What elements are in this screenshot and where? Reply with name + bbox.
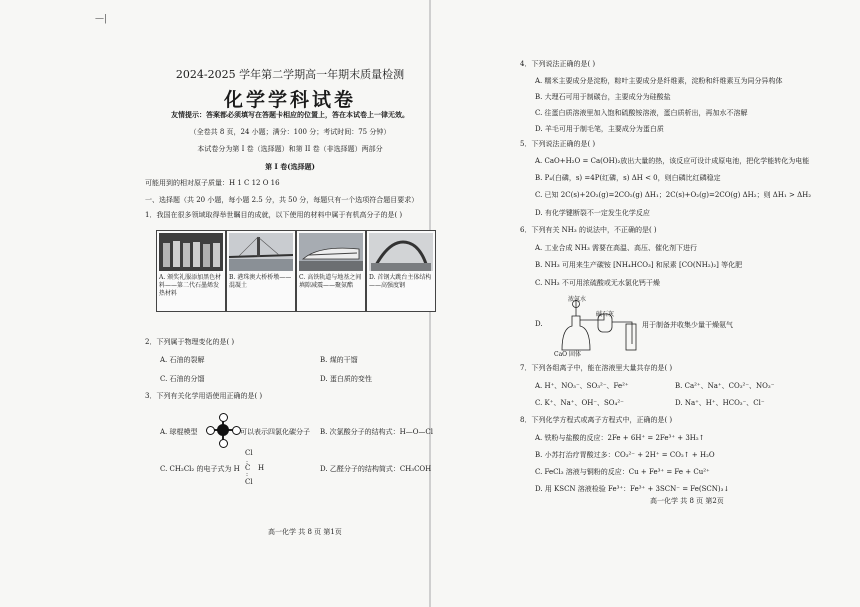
q8-option-b: B. 小苏打治疗胃酸过多：CO₃²⁻ + 2H⁺ = CO₂↑ + H₂O: [535, 451, 715, 459]
subject-title: 化学学科试卷: [223, 89, 356, 111]
q7-option-d: D. Na⁺、H⁺、HCO₃⁻、Cl⁻: [675, 399, 765, 407]
q1-option-c: [296, 230, 366, 312]
q3-option-a-prefix: A. 球棍模型: [160, 428, 198, 436]
q5-option-c: C. 已知 2C(s)+2O₂(g)=2CO₂(g) ΔH₁；2C(s)+O₂(g)=2CO(g) ΔH₂；则 ΔH₁ > ΔH₂: [535, 191, 812, 199]
q6-stem: 6．下列有关 NH₃ 的说法中，不正确的是( ): [520, 226, 657, 234]
q1-caption-d: D. 首钢大跳台主体结构——高强度钢: [369, 274, 432, 289]
q3-c-dots-bottom: :: [246, 471, 249, 478]
q3-option-c: C. CH₂Cl₂ 的电子式为 H: [160, 465, 240, 473]
page-1-footer: 高一化学 共 8 页 第1页: [268, 528, 342, 536]
q5-option-a: A. CaO+H₂O = Ca(OH)₂放出大量的热，该反应可设计成原电池，把化学能转化为电能: [535, 157, 810, 165]
q1-photo-d: [369, 233, 433, 271]
part-1-heading: 第 I 卷(选择题): [265, 162, 315, 171]
q4-stem: 4．下列说法正确的是( ): [520, 60, 596, 68]
q1-option-a: [156, 230, 226, 312]
q3-c-dots-top: :: [246, 459, 249, 466]
ball-and-stick-model: [206, 413, 240, 447]
q3-c-h-right: H: [258, 464, 265, 472]
q5-stem: 5．下列说法正确的是( ): [520, 140, 596, 148]
q1-photo-a: [159, 233, 223, 271]
q7-option-c: C. K⁺、Na⁺、OH⁻、SO₄²⁻: [535, 399, 624, 407]
section-heading: 一、选择题（共 20 小题，每小题 2.5 分，共 50 分，每题只有一个选项符合题目要求）: [145, 196, 419, 204]
q6-option-b: B. NH₃ 可用来生产碳铵 [NH₄HCO₃] 和尿素 [CO(NH₂)₂] 等化肥: [535, 261, 743, 269]
label-concentrated-ammonia: 浓氨水: [568, 296, 587, 303]
q7-option-b: B. Ca²⁺、Na⁺、CO₃²⁻、NO₃⁻: [675, 382, 775, 390]
corner-mark: —|: [95, 14, 108, 24]
q2-stem: 2．下列属于物理变化的是( ): [145, 338, 235, 346]
q4-option-a: A. 糯米主要成分是淀粉，粽叶主要成分是纤维素，淀粉和纤维素互为同分异构体: [535, 77, 783, 85]
q5-option-d: D. 有化学键断裂不一定发生化学反应: [535, 209, 650, 217]
q3-option-a-suffix: 可以表示四氯化碳分子: [240, 428, 310, 436]
q6-option-d-suffix: 用于制备并收集少量干燥氨气: [642, 321, 733, 329]
q1-caption-c: C. 高铁轨道与地基之间填隙减震——聚氨酯: [299, 274, 362, 289]
q7-stem: 7．下列各组离子中，能在溶液里大量共存的是( ): [520, 364, 673, 372]
q2-option-c: C. 石油的分馏: [160, 375, 205, 383]
page-1: [140, 0, 440, 607]
q3-option-b: B. 次氯酸分子的结构式：H—O—Cl: [320, 428, 434, 436]
q6-option-d-prefix: D.: [535, 320, 543, 328]
q2-option-a: A. 石油的裂解: [160, 356, 205, 364]
q4-option-b: B. 大理石可用于制碳台，主要成分为硅酸盐: [535, 93, 671, 101]
q8-stem: 8．下列化学方程式或离子方程式中，正确的是( ): [520, 416, 673, 424]
q6-option-a: A. 工业合成 NH₃ 需要在高温、高压、催化剂下进行: [535, 244, 697, 252]
page-2-footer: 高一化学 共 8 页 第2页: [650, 497, 724, 505]
q1-photo-c: [299, 233, 363, 271]
q8-option-a: A. 铁粉与盐酸的反应：2Fe + 6H⁺ = 2Fe³⁺ + 3H₂↑: [535, 434, 705, 442]
q1-photo-b: [229, 233, 293, 271]
train-photo-icon: [299, 233, 363, 271]
q3-c-cl-bottom: Cl: [245, 478, 253, 486]
ammonia-apparatus-diagram: [548, 294, 638, 356]
q1-caption-a: A. 颁奖礼服添加黑色材料——第二代石墨烯发热材料: [159, 274, 222, 297]
exam-title: 2024-2025 学年第二学期高一年期末质量检测: [175, 68, 405, 81]
q2-option-d: D. 蛋白质的变性: [320, 375, 372, 383]
q1-caption-b: B. 港珠澳大桥桥墩——混凝土: [229, 274, 292, 289]
label-soda-lime: 碱石灰: [596, 311, 615, 318]
q3-stem: 3．下列有关化学用语使用正确的是( ): [145, 392, 263, 400]
q3-c-cl-top: Cl: [245, 449, 253, 457]
q5-option-b: B. P₄(白磷，s) =4P(红磷，s) ΔH < 0，则白磷比红磷稳定: [535, 174, 721, 182]
ceremony-photo-icon: [159, 233, 223, 271]
q3-c-center: C: [245, 464, 251, 472]
q8-option-c: C. FeCl₃ 溶液与铜粉的反应：Cu + Fe³⁺ = Fe + Cu²⁺: [535, 468, 710, 476]
q4-option-d: D. 羊毛可用于制毛笔，主要成分为蛋白质: [535, 125, 664, 133]
q1-option-b: [226, 230, 296, 312]
label-cao-solid: CaO 固体: [554, 351, 581, 358]
q3-option-d: D. 乙醛分子的结构简式：CH₃COH: [320, 465, 432, 473]
exam-info: （全卷共 8 页，24 小题；满分：100 分；考试时间：75 分钟）: [189, 128, 391, 136]
relative-atomic-mass: 可能用到的相对原子质量：H 1 C 12 O 16: [145, 179, 280, 187]
q2-option-b: B. 煤的干馏: [320, 356, 358, 364]
q4-option-c: C. 往蛋白质溶液里加入饱和硫酸铵溶液，蛋白质析出，再加水不溶解: [535, 109, 748, 117]
q6-option-c: C. NH₃ 不可用浓硫酸或无水氯化钙干燥: [535, 279, 660, 287]
page-2: [520, 0, 820, 607]
q8-option-d: D. 用 KSCN 溶液检验 Fe³⁺：Fe³⁺ + 3SCN⁻ = Fe(SCN)₃↓: [535, 485, 730, 493]
ski-jump-photo-icon: [369, 233, 433, 271]
bridge-photo-icon: [229, 233, 293, 271]
paper-structure: 本试卷分为第 I 卷（选择题）和第 II 卷（非选择题）两部分: [197, 145, 383, 153]
q1-stem: 1．我国在很多领域取得举世瞩目的成就，以下使用的材料中属于有机高分子的是( ): [145, 211, 403, 219]
friendly-tip: 友情提示：答案都必须填写在答题卡相应的位置上，答在本试卷上一律无效。: [171, 110, 409, 119]
q7-option-a: A. H⁺、NO₃⁻、SO₃²⁻、Fe²⁺: [535, 382, 629, 390]
q1-image-options: [156, 230, 435, 310]
q1-option-d: [366, 230, 436, 312]
